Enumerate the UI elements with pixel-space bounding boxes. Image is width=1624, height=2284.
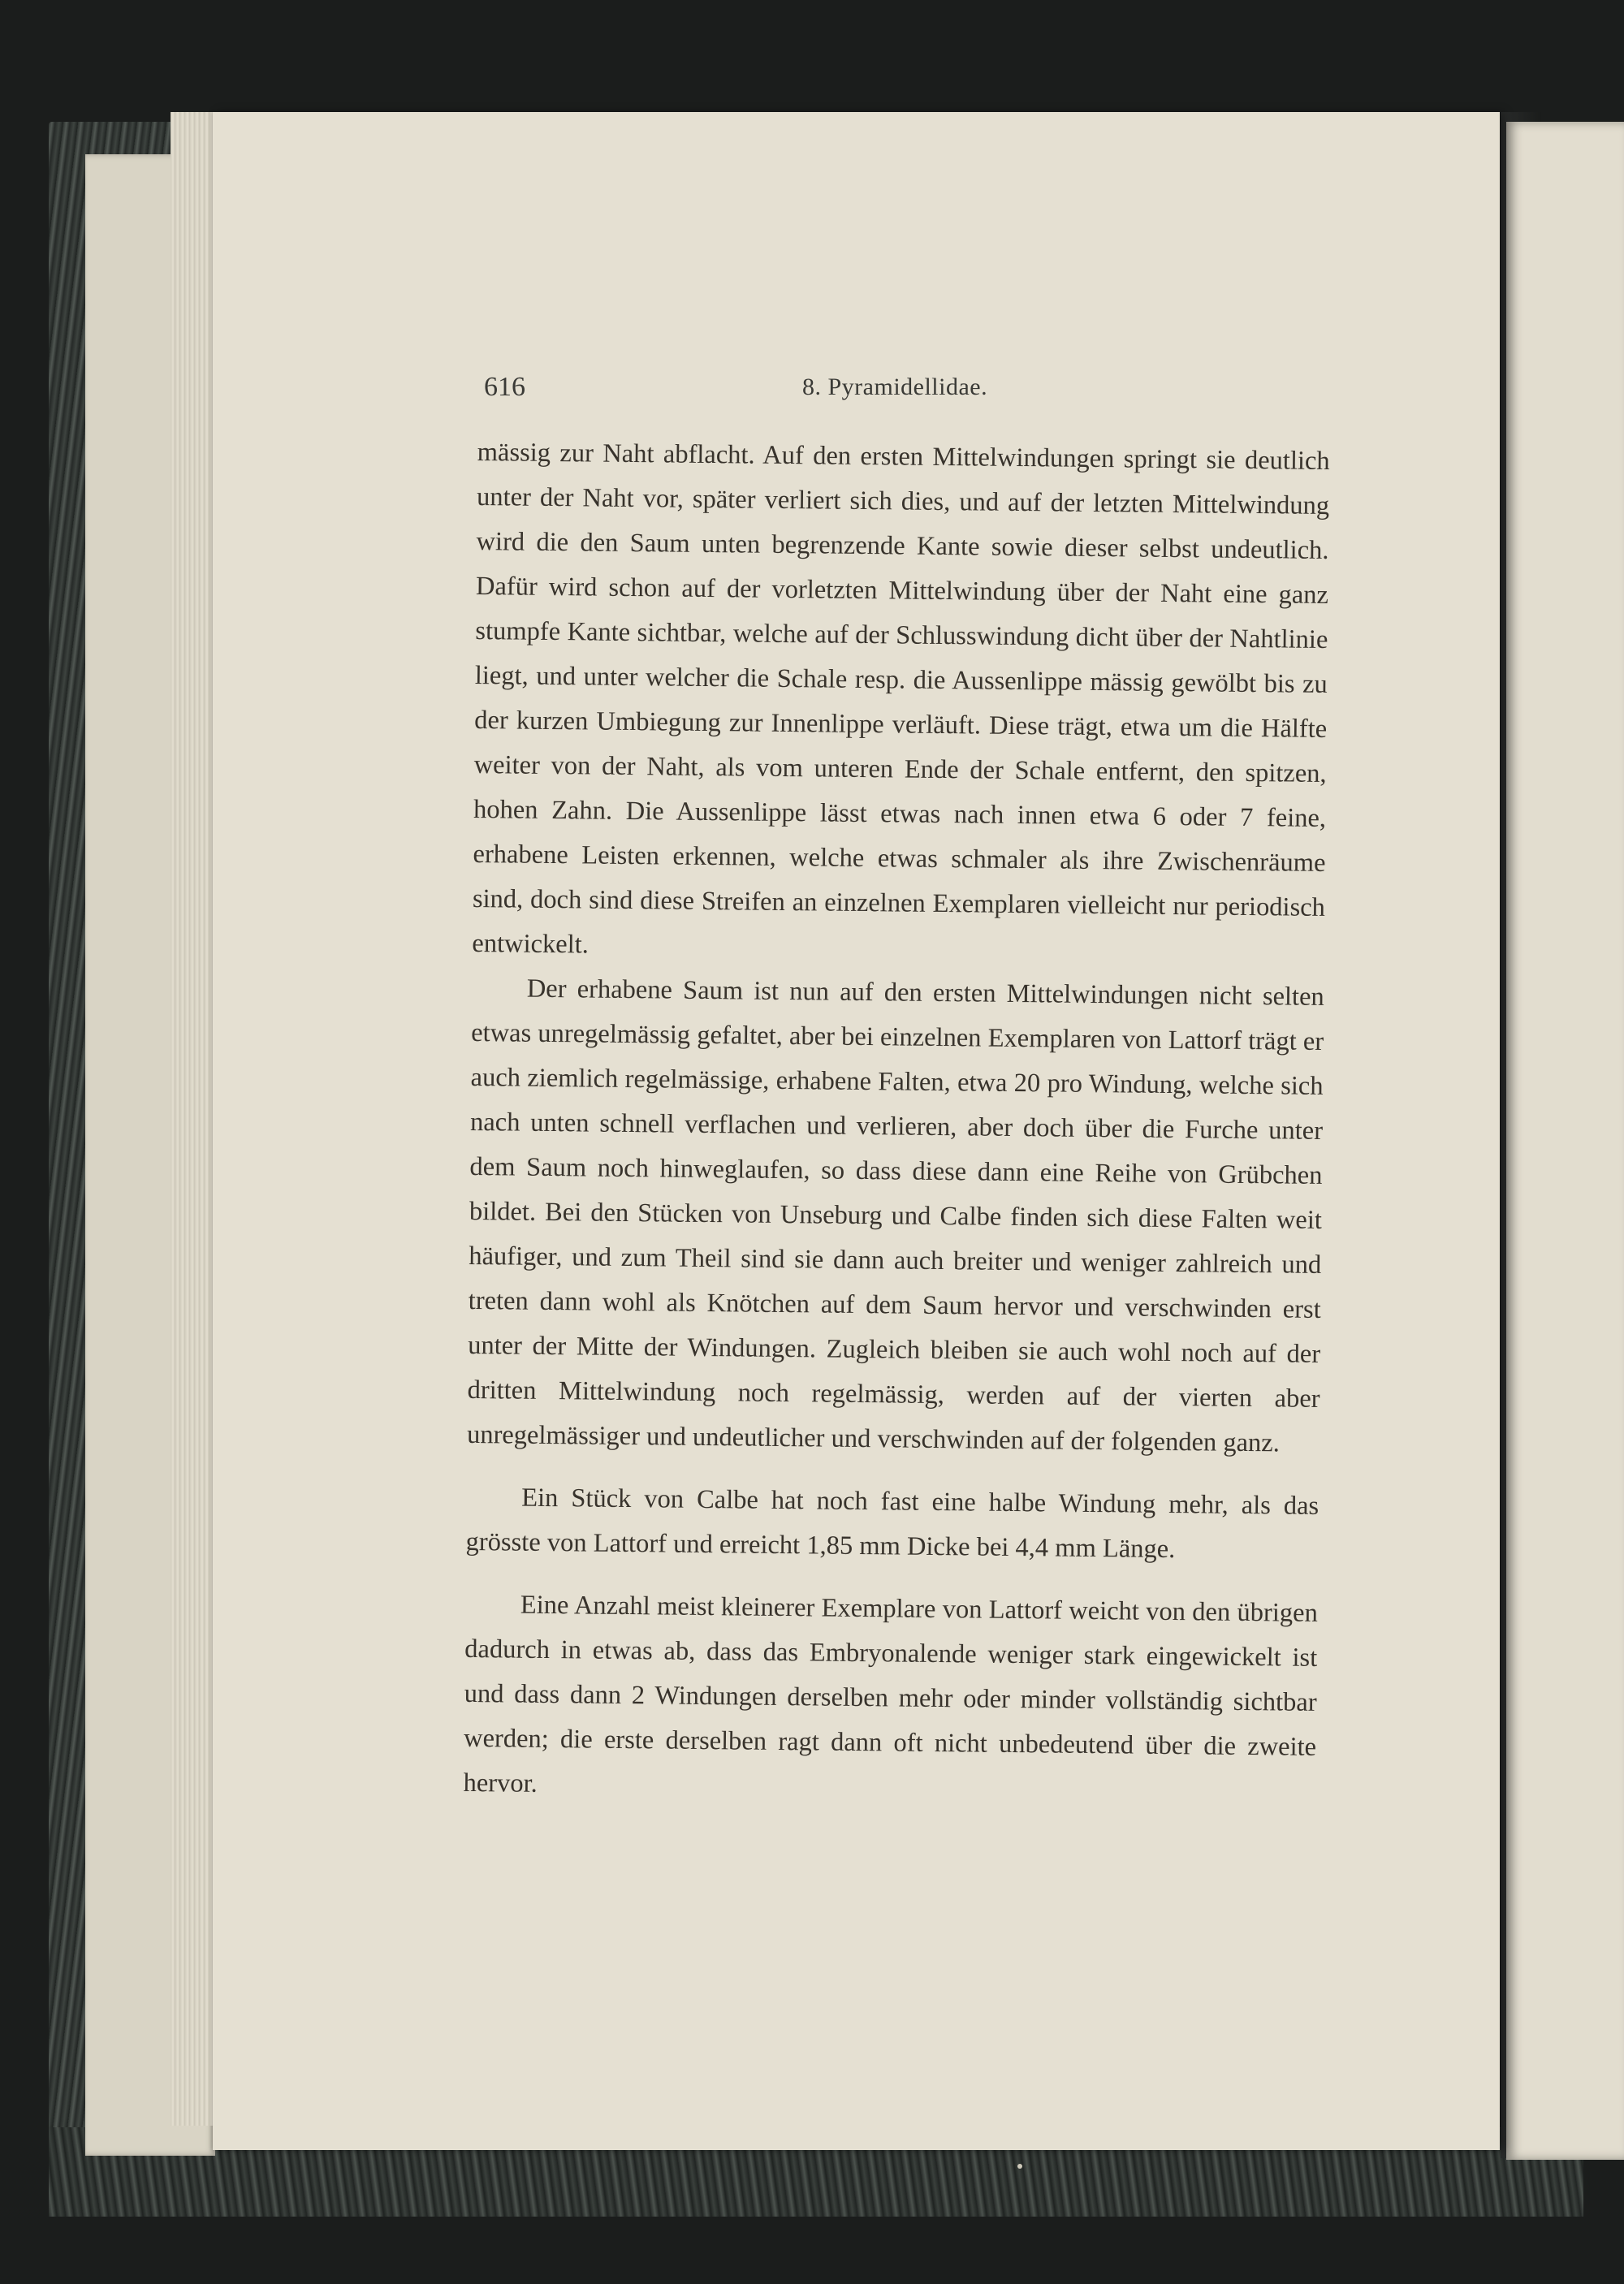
paragraph: Eine Anzahl meist kleinerer Exemplare von Lattorf weicht von den übrigen dadurch in etwas ab, dass das Embryonalende weniger stark eingewickelt ist und dass dann 2 Windungen derselben mehr oder minder vollständig sichtbar werden; die erste derselben ragt dann oft nicht unbedeutend über die zweite hervor. [463,1590,1318,1798]
paper-speck [1017,2164,1022,2169]
running-title: 8. Pyramidellidae. [802,373,988,400]
facing-page [1506,122,1624,2160]
paragraph: mässig zur Naht abflacht. Auf den ersten Mittelwindungen springt sie deutlich unter der Naht vor, später verliert sich dies, und auf der letzten Mittelwindung wird die den Saum unten begrenzende Kante sowie dieser selbst undeutlich. Dafür wird schon auf der vorletzten Mittelwindung über der Naht eine ganz stumpfe Kante sichtbar, welche auf der Schlusswindung dicht über der Nahtlinie liegt, und unter welcher die Schale resp. die Aussenlippe mässig gewölbt bis zu der kurzen Umbiegung zur Innenlippe verläuft. Diese trägt, etwa um die Hälfte weiter von der Naht, als vom unteren Ende der Schale entfernt, den spitzen, hohen Zahn. Die Aussenlippe lässt etwas nach innen etwa 6 oder 7 feine, erhabene Leisten erkennen, welche etwas schmaler als ihre Zwischenräume sind, doch sind diese Streifen an einzelnen Exemplaren vielleicht nur periodisch entwickelt. [472,437,1330,960]
page-number: 616 [484,372,525,402]
paragraph: Ein Stück von Calbe hat noch fast eine halbe Windung mehr, als das grösste von Lattorf und erreicht 1,85 mm Dicke bei 4,4 mm Länge. [465,1483,1320,1565]
body-text [462,430,1330,1925]
paragraph: Der erhabene Saum ist nun auf den ersten Mittelwindungen nicht selten etwas unregelmässig gefaltet, aber bei einzelnen Exemplaren von Lattorf trägt er auch ziemlich regelmässige, erhabene Falten, etwa 20 pro Windung, welche sich nach unten schnell verflachen und verlieren, aber doch über die Furche unter dem Saum noch hinweglaufen, so dass diese dann eine Reihe von Grübchen bildet. Bei den Stücken von Unseburg und Calbe finden sich diese Falten weit häufiger, und zum Theil sind sie dann auch breiter und weniger zahlreich und treten dann wohl als Knötchen auf dem Saum hervor und verschwinden erst unter der Mitte der Windungen. Zugleich bleiben sie auch wohl noch auf der dritten Mittelwindung noch regelmässig, werden auf der vierten aber unregelmässiger und undeutlicher und verschwinden auf der folgenden ganz. [466,974,1324,1458]
page-header [484,372,1337,412]
